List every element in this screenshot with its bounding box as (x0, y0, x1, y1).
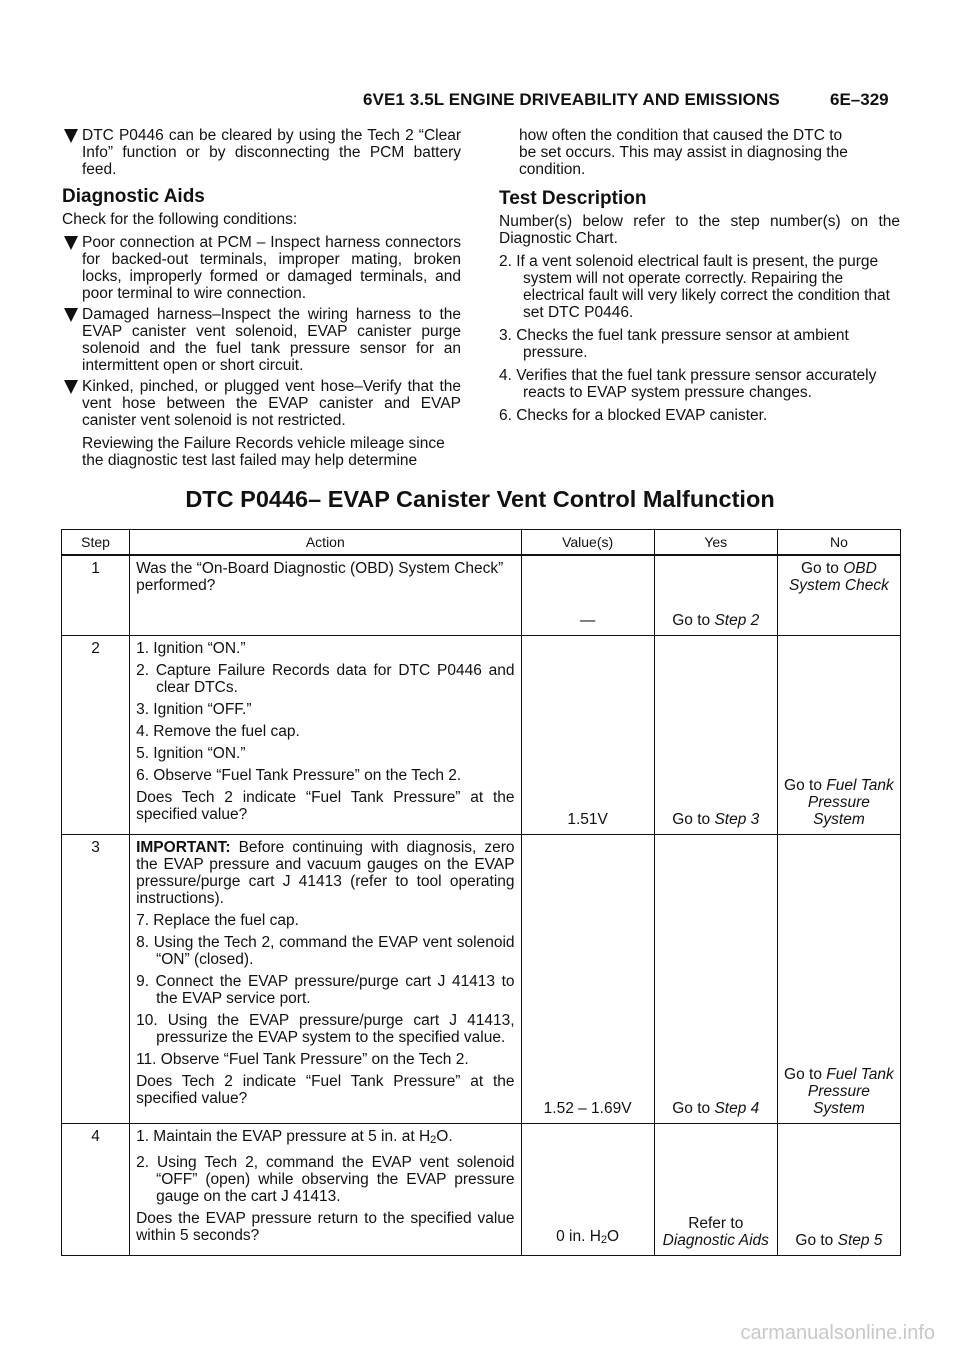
step-number: 4 (62, 1123, 130, 1255)
page-number: 6E–329 (830, 90, 889, 109)
bullet-damaged-harness: Damaged harness–Inspect the wiring harness to the EVAP canister vent solenoid, EVAP canister purge solenoid and the fuel tank pressure sensor for an intermittent open or short circuit. (62, 306, 461, 374)
link-step-5[interactable]: Step 5 (837, 1231, 883, 1249)
no-cell: Go to Fuel Tank Pressure System (777, 834, 900, 1123)
no-cell: Go to Step 5 (777, 1123, 900, 1255)
header-title: 6VE1 3.5L ENGINE DRIVEABILITY AND EMISSIONS (363, 90, 780, 109)
diagnostic-aids-heading: Diagnostic Aids (62, 186, 205, 207)
step-number: 3 (62, 834, 130, 1123)
table-row (62, 555, 901, 635)
yes-cell: Refer to Diagnostic Aids (654, 1123, 777, 1255)
test-item-2: 2. If a vent solenoid electrical fault is present, the purge system will not operate correctly. Repairing the electrical fault will very likely correct the condition that set DTC P0446. (499, 253, 890, 321)
header-no: No (777, 530, 900, 556)
step-number: 2 (62, 635, 130, 834)
step-value: 0 in. H2O (521, 1123, 654, 1255)
continued-paragraph: how often the condition that caused the DTC to be set occurs. This may assist in diagnosing the condition. (519, 127, 848, 178)
step-action: 1. Maintain the EVAP pressure at 5 in. at H2O. 2. Using Tech 2, command the EVAP vent solenoid “OFF” (open) while observing the EVAP pressure gauge on the cart J 41413. Does the EVAP pressure return to the specified value within 5 seconds? (130, 1123, 521, 1255)
header-step: Step (62, 530, 130, 556)
table-title: DTC P0446– EVAP Canister Vent Control Malfunction (185, 486, 775, 512)
step-action: Was the “On-Board Diagnostic (OBD) System Check” performed? (130, 555, 521, 635)
header-action: Action (130, 530, 521, 556)
left-column (62, 127, 461, 475)
yes-cell: Go to Step 3 (654, 635, 777, 834)
link-step-2[interactable]: Step 2 (714, 611, 760, 629)
step-value: 1.52 – 1.69V (521, 834, 654, 1123)
yes-cell: Go to Step 2 (654, 555, 777, 635)
header-yes: Yes (654, 530, 777, 556)
diagnostic-aids-intro: Check for the following conditions: (62, 211, 298, 228)
no-cell: Go to Fuel Tank Pressure System (777, 635, 900, 834)
bullet-clear-dtc: DTC P0446 can be cleared by using the Tech 2 “Clear Info” function or by disconnecting the PCM battery feed. (62, 127, 461, 178)
bullet-triangle-icon (64, 129, 78, 143)
test-item-3: 3. Checks the fuel tank pressure sensor at ambient pressure. (499, 327, 849, 361)
review-paragraph: Reviewing the Failure Records vehicle mileage since the diagnostic test last failed may help determine (82, 435, 445, 469)
right-column (499, 127, 900, 430)
important-label: IMPORTANT: (136, 838, 231, 856)
bullet-triangle-icon (64, 236, 78, 250)
yes-cell: Go to Step 4 (654, 834, 777, 1123)
step-value: 1.51V (521, 635, 654, 834)
table-row (62, 1123, 901, 1255)
step-action: IMPORTANT: Before continuing with diagnosis, zero the EVAP pressure and vacuum gauges on the EVAP pressure/purge cart J 41413 (refer to tool operating instructions). 7. Replace the fuel cap. 8. Using the Tech 2, command the EVAP vent solenoid “ON” (closed). 9. Connect the EVAP pressure/purge cart J 41413 to the EVAP service port. 10. Using the EVAP pressure/purge cart J 41413, pressurize the EVAP system to the specified value. 11. Observe “Fuel Tank Pressure” on the Tech 2. Does Tech 2 indicate “Fuel Tank Pressure” at the specified value? (130, 834, 521, 1123)
bullet-triangle-icon (64, 308, 78, 322)
test-item-6: 6. Checks for a blocked EVAP canister. (499, 407, 768, 424)
table-row (62, 834, 901, 1123)
link-diagnostic-aids[interactable]: Diagnostic Aids (662, 1231, 769, 1249)
diagnostic-table (61, 529, 901, 1256)
step-action: 1. Ignition “ON.” 2. Capture Failure Records data for DTC P0446 and clear DTCs. 3. Ignition “OFF.” 4. Remove the fuel cap. 5. Ignition “ON.” 6. Observe “Fuel Tank Pressure” on the Tech 2. Does Tech 2 indicate “Fuel Tank Pressure” at the specified value? (130, 635, 521, 834)
table-row (62, 635, 901, 834)
bullet-poor-connection: Poor connection at PCM – Inspect harness connectors for backed-out terminals, improper mating, broken locks, improperly formed or damaged terminals, and poor terminal to wire connection. (62, 234, 461, 302)
test-description-heading: Test Description (499, 188, 647, 209)
watermark: carmanualsonline.info (740, 1322, 935, 1344)
header-values: Value(s) (521, 530, 654, 556)
link-fuel-tank-pressure-system[interactable]: Fuel Tank Pressure System (807, 776, 894, 828)
test-item-4: 4. Verifies that the fuel tank pressure sensor accurately reacts to EVAP system pressure changes. (499, 367, 877, 401)
no-cell: Go to OBD System Check (777, 555, 900, 635)
link-step-4[interactable]: Step 4 (714, 1099, 760, 1117)
link-step-3[interactable]: Step 3 (714, 810, 760, 828)
step-number: 1 (62, 555, 130, 635)
step-value: — (521, 555, 654, 635)
test-intro: Number(s) below refer to the step number(s) on the Diagnostic Chart. (499, 213, 900, 247)
table-header-row (62, 530, 901, 556)
bullet-triangle-icon (64, 380, 78, 394)
link-obd-system-check[interactable]: OBD System Check (788, 560, 889, 594)
link-fuel-tank-pressure-system[interactable]: Fuel Tank Pressure System (807, 1065, 894, 1117)
bullet-kinked-hose: Kinked, pinched, or plugged vent hose–Verify that the vent hose between the EVAP canister and EVAP canister vent solenoid is not restricted. (62, 378, 461, 429)
